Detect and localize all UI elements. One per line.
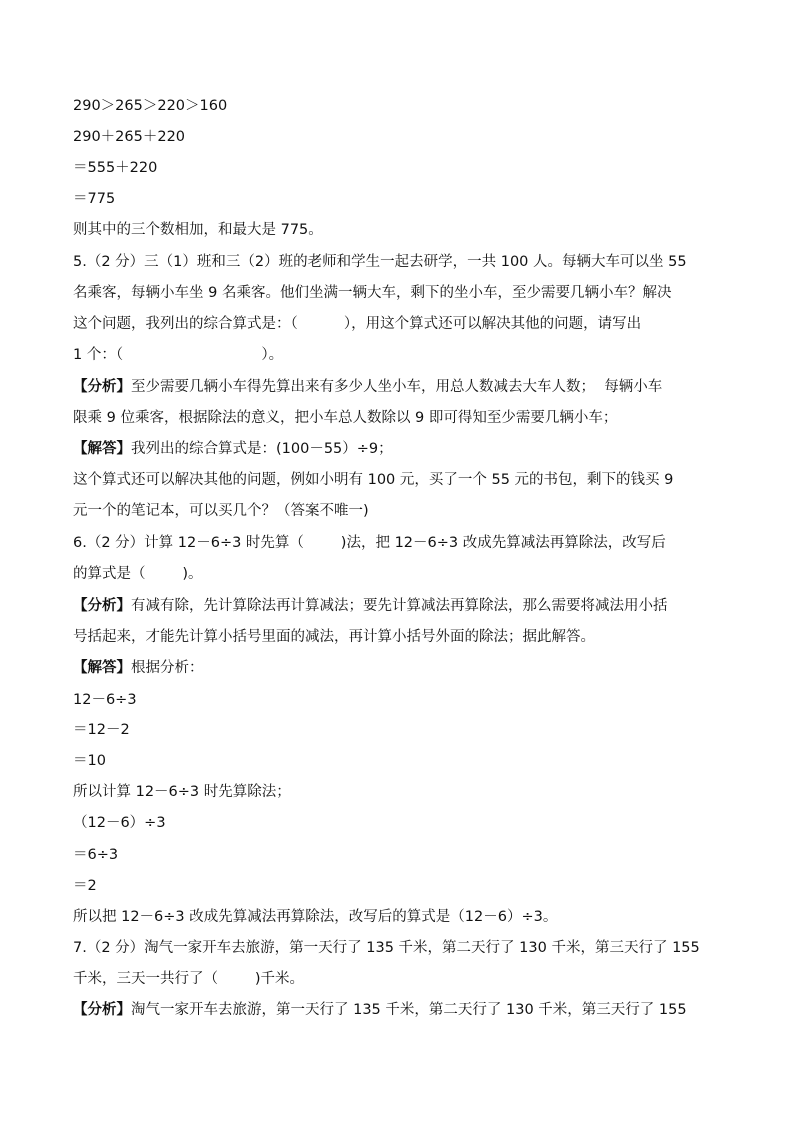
text-line: 这个算式还可以解决其他的问题，例如小明有 100 元，买了一个 55 元的书包，剩下的钱买 9 bbox=[73, 472, 674, 488]
text-line: ＝12－2 bbox=[73, 722, 130, 738]
text-line: 限乘 9 位乘客，根据除法的意义，把小车总人数除以 9 即可得知至少需要几辆小车； bbox=[73, 410, 618, 426]
question-6: 6.（2 分）计算 12－6÷3 时先算（ )法，把 12－6÷3 改成先算减法再算除法，改写后 bbox=[73, 535, 666, 551]
answer-line bbox=[73, 439, 393, 459]
text-line: 所以计算 12－6÷3 时先算除法； bbox=[73, 784, 291, 800]
answer-text: 我列出的综合算式是：(100－55）÷9； bbox=[131, 441, 393, 457]
analysis-label: 【分析】 bbox=[73, 1002, 131, 1018]
text-line: ＝10 bbox=[73, 753, 106, 769]
text-line: 的算式是（ )。 bbox=[73, 566, 203, 582]
text-line: 千米，三天一共行了（ )千米。 bbox=[73, 971, 305, 987]
text-line: 这个问题，我列出的综合算式是：（ ），用这个算式还可以解决其他的问题，请写出 bbox=[73, 316, 642, 332]
analysis-label: 【分析】 bbox=[73, 598, 131, 614]
answer-line bbox=[73, 658, 204, 678]
analysis-text: 淘气一家开车去旅游，第一天行了 135 千米，第二天行了 130 千米，第三天行了 155 bbox=[131, 1002, 687, 1018]
analysis-line bbox=[73, 1000, 687, 1020]
text-line: ＝555＋220 bbox=[73, 160, 158, 176]
answer-text: 根据分析： bbox=[131, 660, 204, 676]
analysis-line bbox=[73, 596, 668, 616]
analysis-text: 有减有除，先计算除法再计算减法；要先计算减法再算除法，那么需要将减法用小括 bbox=[131, 598, 668, 614]
text-line: 1 个：（ ）。 bbox=[73, 347, 284, 363]
analysis-text: 至少需要几辆小车得先算出来有多少人坐小车，用总人数减去大车人数； 每辆小车 bbox=[131, 379, 663, 395]
text-line: 290＞265＞220＞160 bbox=[73, 98, 228, 114]
text-line: 则其中的三个数相加，和最大是 775。 bbox=[73, 222, 323, 238]
text-line: （12－6）÷3 bbox=[73, 815, 166, 831]
analysis-line bbox=[73, 377, 662, 397]
text-line: 290＋265＋220 bbox=[73, 129, 186, 145]
text-line: 所以把 12－6÷3 改成先算减法再算除法，改写后的算式是（12－6）÷3。 bbox=[73, 909, 558, 925]
analysis-label: 【分析】 bbox=[73, 379, 131, 395]
answer-label: 【解答】 bbox=[73, 660, 131, 676]
text-line: 12－6÷3 bbox=[73, 692, 137, 708]
text-line: ＝775 bbox=[73, 191, 116, 207]
answer-label: 【解答】 bbox=[73, 441, 131, 457]
question-7: 7.（2 分）淘气一家开车去旅游，第一天行了 135 千米，第二天行了 130 千米，第三天行了 155 bbox=[73, 940, 700, 956]
text-line: ＝2 bbox=[73, 878, 97, 894]
text-line: 名乘客，每辆小车坐 9 名乘客。他们坐满一辆大车，剩下的坐小车，至少需要几辆小车？解决 bbox=[73, 285, 672, 301]
text-line: 号括起来，才能先计算小括号里面的减法，再计算小括号外面的除法；据此解答。 bbox=[73, 629, 595, 645]
text-line: 元一个的笔记本，可以买几个？（答案不唯一) bbox=[73, 503, 369, 519]
text-line: ＝6÷3 bbox=[73, 847, 119, 863]
question-5: 5.（2 分）三（1）班和三（2）班的老师和学生一起去研学，一共 100 人。每辆大车可以坐 55 bbox=[73, 254, 687, 270]
